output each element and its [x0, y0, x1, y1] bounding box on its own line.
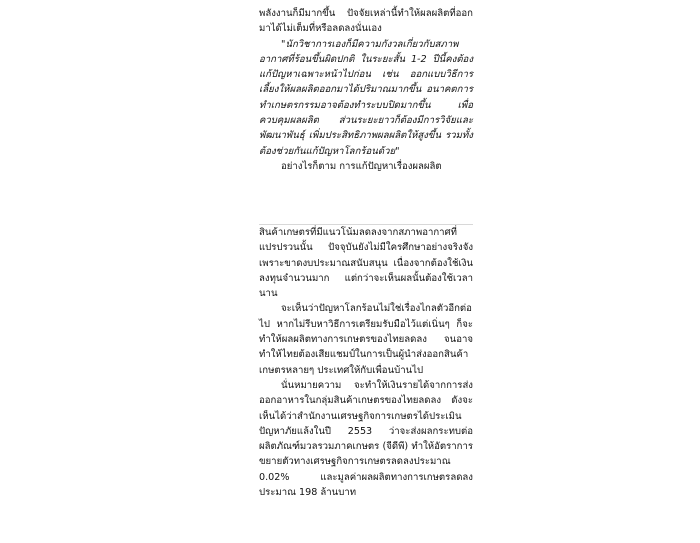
article-clip-top: [259, 6, 473, 215]
paragraph: นั่นหมายความ จะทำให้เงินรายได้จากการส่งออกอาหารในกลุ่มสินค้าเกษตรของไทยลดลง ดังจะเห็นได้ว่าสำนักงานเศรษฐกิจการเกษตรได้ประเมินปัญหาภัยแล้งในปี 2553 ว่าจะส่งผลกระทบต่อผลิตภัณฑ์มวลรวมภาคเกษตร (จีดีพี) ทำให้อัตราการขยายตัวทางเศรษฐกิจการเกษตรลดลงประมาณ 0.02% และมูลค่าผลผลิตทางการเกษตรลดลงประมาณ 198 ล้านบาท: [259, 379, 473, 499]
paragraph: อย่างไรก็ตาม การแก้ปัญหาเรื่องผลผลิต: [281, 160, 442, 172]
quote-paragraph: "นักวิชาการเองก็มีความกังวลเกี่ยวกับสภาพอากาศที่ร้อนขึ้นผิดปกติ ในระยะสั้น 1-2 ปีนี้คงต้องแก้ปัญหาเฉพาะหน้าไปก่อน เช่น ออกแบบวิธีการเลี้ยงให้ผลผลิตออกมาได้ปริมาณมากขึ้น อนาคตการทำเกษตรกรรมอาจต้องทำระบบปิดมากขึ้น เพื่อควบคุมผลผลิต ส่วนระยะยาวก็ต้องมีการวิจัยและพัฒนาพันธุ์ เพิ่มประสิทธิภาพผลผลิตให้สูงขึ้น รวมทั้งต้องช่วยกันแก้ปัญหาโลกร้อนด้วย": [259, 38, 473, 157]
paragraph: พลังงานก็มีมากขึ้น ปัจจัยเหล่านี้ทำให้ผลผลิตที่ออกมาได้ไม่เต็มที่หรือลดลงนั่นเอง: [259, 8, 473, 35]
paragraph: สินค้าเกษตรที่มีแนวโน้มลดลงจากสภาพอากาศที่แปรปรวนนั้น ปัจจุบันยังไม่มีใครศึกษาอย่างจริงจัง เพราะขาดงบประมาณสนับสนุน เนื่องจากต้องใช้เงินลงทุนจำนวนมาก แต่กว่าจะเห็นผลนั้นต้องใช้เวลานาน: [259, 227, 473, 300]
article-clip-bottom: [259, 224, 473, 543]
clip-separator: [259, 216, 473, 224]
paragraph: จะเห็นว่าปัญหาโลกร้อนไม่ใช่เรื่องไกลตัวอีกต่อไป หากไม่รีบหาวิธีการเตรียมรับมือไว้แต่เนิ่นๆ ก็จะทำให้ผลผลิตทางการเกษตรของไทยลดลง จนอาจทำให้ไทยต้องเสียแชมป์ในการเป็นผู้นำส่งออกสินค้าเกษตรหลายๆ ประเทศให้กับเพื่อนบ้านไป: [259, 303, 473, 376]
